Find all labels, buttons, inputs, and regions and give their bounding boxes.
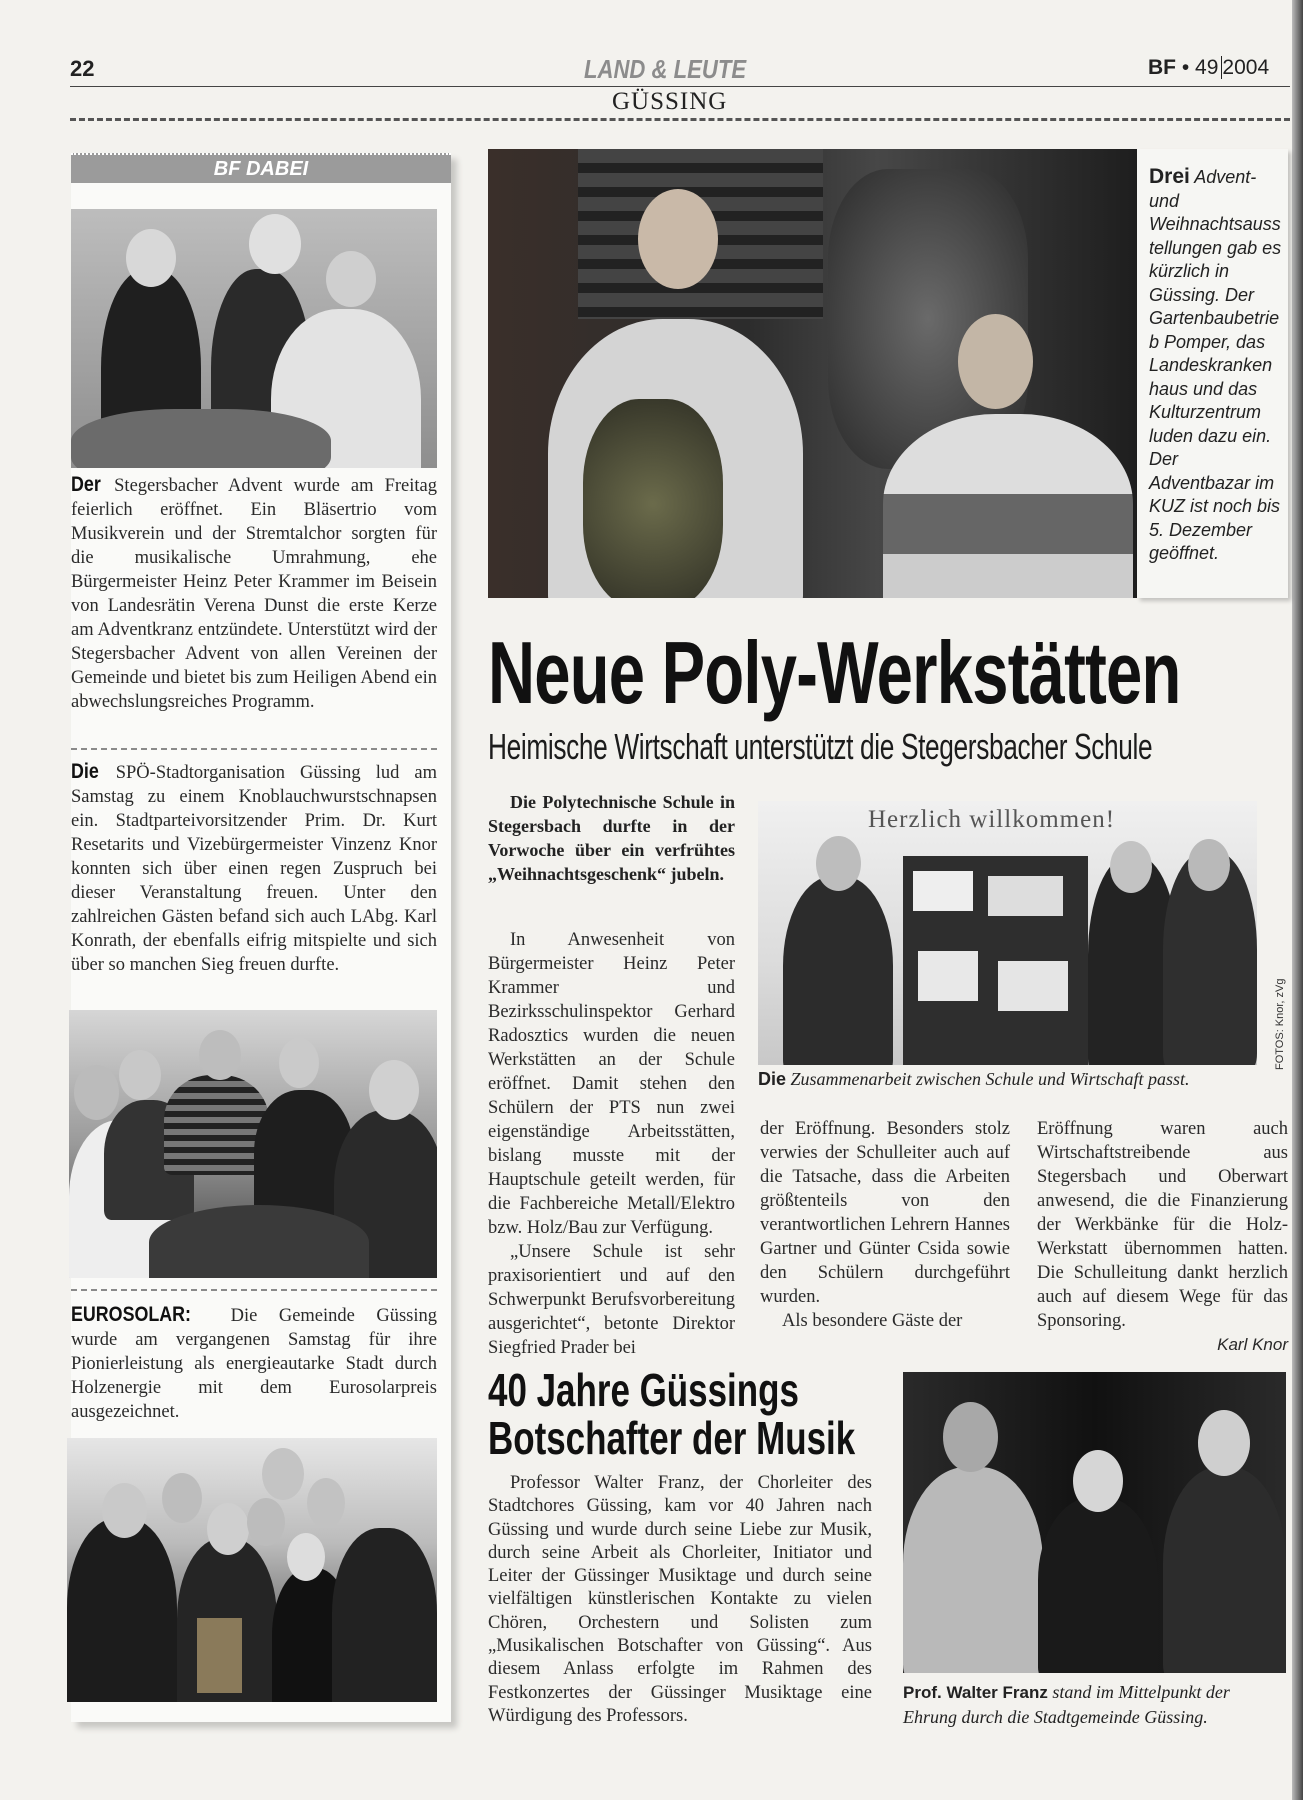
photo-sign-text: Herzlich willkommen! [868,806,1116,833]
caption-kicker: Prof. Walter Franz [903,1683,1048,1702]
photo-credit: FOTOS: Knor, zVg [1274,978,1286,1070]
paragraph: In Anwesenheit von Bürgermeister Heinz Peter Krammer und Bezirksschulinspektor Gerhard Radosztics wurden die neuen Werkstätten an der Schule eröffnet. Damit stehen den Schülern der PTS nun zwei eigenständige Arbeitsstätten, bislang musste mit der Hauptschule geteilt werden, für die Fachbereiche Metall/Elektro bzw. Holz/Bau zur Verfügung. [488,930,735,1238]
top-photo-caption [1137,149,1288,598]
page-number: 22 [70,56,95,81]
article-headline [488,622,1303,724]
divider [71,1289,437,1291]
article-lead: Die Polytechnische Schule in Stegersbach durfte in der Vorwoche über ein verfrühtes „Weihnachtsgeschenk“ jubeln. [488,792,735,884]
caption-kicker: Drei [1149,165,1190,188]
article2-body: Professor Walter Franz, der Chorleiter des Stadtchores Güssing, kam vor 40 Jahren nach Güssing und wurde durch seine Liebe zur Musik, durch seine Arbeit als Chorleiter, Initiator und Leiter der Güssinger Musiktage und durch seine vielfältigen künstlerischen Kontakte zu vielen Chören, Orchestern und Solisten zum „Musikalischen Botschafter von Güssing“. Aus diesem Anlass erfolgte im Rahmen des Festkonzertes der Güssinger Musiktage eine Würdigung des Professors. [488,1473,872,1726]
bullet: • [1181,56,1190,79]
photo-card-game [69,1010,437,1278]
issue-info [1148,56,1269,80]
photo-eurosolar-award [67,1438,437,1702]
photo-workshop-opening [758,801,1257,1065]
caption-kicker: Die [758,1069,787,1089]
photo-caption [758,1069,1278,1090]
sidebar-item-kicker: Der [71,473,101,496]
issue-number: 49 [1195,56,1222,79]
sidebar-item-text: SPÖ-Stadtorganisation Güssing lud am Samstag zu einem Knoblauchwurstschnapsen ein. Stadtparteivorsitzender Prim. Dr. Kurt Resetarits und Vizebürgermeister Vinzenz Knor konnten sich über einen regen Zuspruch bei dieser Veranstaltung freuen. Unter den zahlreichen Gästen befand sich auch LAbg. Karl Konrath, der ebenfalls eifrig mitspielte und sich über so manchen Sieg freuen durfte. [71,763,437,975]
caption-text: Advent- und Weihnachtsausstellungen gab es kürzlich in Güssing. Der Gartenbaubetrieb Pomper, das Landeskrankenhaus und das Kulturzentrum luden dazu ein. Der Adventbazar im KUZ ist noch bis 5. Dezember geöffnet. [1149,167,1282,563]
region-title: GÜSSING [612,88,728,115]
sidebar-item-1 [71,473,437,714]
paragraph: „Unsere Schule ist sehr praxisorientiert und auf den Schwerpunkt Berufsvorbereitung ausgerichtet“, betonte Direktor Siegfried Prader bei [488,1242,735,1358]
photo-walter-franz [903,1372,1286,1673]
caption-text: stand im Mittelpunkt der Ehrung durch die Stadtgemeinde Güssing. [903,1682,1230,1727]
header-dashed-rule [70,118,1290,121]
article-column-3 [1037,1117,1288,1357]
article2-headline [488,1366,971,1462]
photo-caption [903,1680,1288,1729]
photo-advent-exhibition [488,149,1137,598]
photo-advent-women [71,209,437,468]
sidebar-item-text: Stegersbacher Advent wurde am Freitag feierlich eröffnet. Ein Bläsertrio vom Musikverein und der Stremtalchor sorgten für die musikalische Umrahmung, ehe Bürgermeister Heinz Peter Krammer im Beisein von Landesrätin Verena Dunst die erste Kerze am Adventkranz entzündete. Unterstützt wird der Stegersbacher Advent von allen Vereinen der Gemeinde und bietet bis zum Heiligen Abend ein abwechslungsreiches Programm. [71,476,437,712]
section-title: LAND & LEUTE [584,54,747,84]
article-column-2 [760,1117,1010,1333]
header-rule [70,86,1290,87]
subheadline-text: Heimische Wirtschaft unterstützt die Stegersbacher Schule [488,726,1153,767]
headline-line: Botschafter der Musik [488,1412,856,1464]
headline-text: Neue Poly-Werkstätten [488,623,1181,722]
paragraph: Als besondere Gäste der [782,1311,963,1331]
sidebar-item-kicker: Die [71,760,99,783]
caption-text: Zusammenarbeit zwischen Schule und Wirtschaft passt. [790,1069,1190,1089]
sidebar-item-3 [71,1303,437,1424]
article-column-1 [488,928,735,1360]
issue-year: 2004 [1222,56,1270,79]
sidebar-title-bar [71,153,451,183]
divider [71,748,437,750]
paragraph: der Eröffnung. Besonders stolz verwies der Schulleiter auch auf die Tatsache, dass die Arbeiten größtenteils von den verantwortlichen Lehrern Hannes Gartner und Günter Csida sowie den Schülern durchgeführt wurden. [760,1119,1010,1307]
sidebar-item-text: Die Gemeinde Güssing wurde am vergangenen Samstag für ihre Pionierleistung als energieautarke Stadt durch Holzenergie mit dem Eurosolarpreis ausgezeichnet. [71,1306,437,1422]
publication-name: BF [1148,56,1176,79]
sidebar-item-2 [71,760,437,977]
article-author: Karl Knor [1217,1335,1288,1354]
sidebar-item-kicker: EUROSOLAR: [71,1303,191,1326]
paragraph: Eröffnung waren auch Wirtschaftstreibende aus Stegersbach und Oberwart anwesend, die die Finanzierung der Werkbänke für die Holz-Werkstatt übernommen hatten. Die Schulleitung dankt herzlich auch auf diesem Wege für das Sponsoring. [1037,1119,1288,1331]
article-subheadline [488,726,1303,768]
headline-line: 40 Jahre Güssings [488,1364,799,1416]
sidebar-title: BF DABEI [213,158,309,180]
page-binding-shadow [1292,0,1303,1800]
